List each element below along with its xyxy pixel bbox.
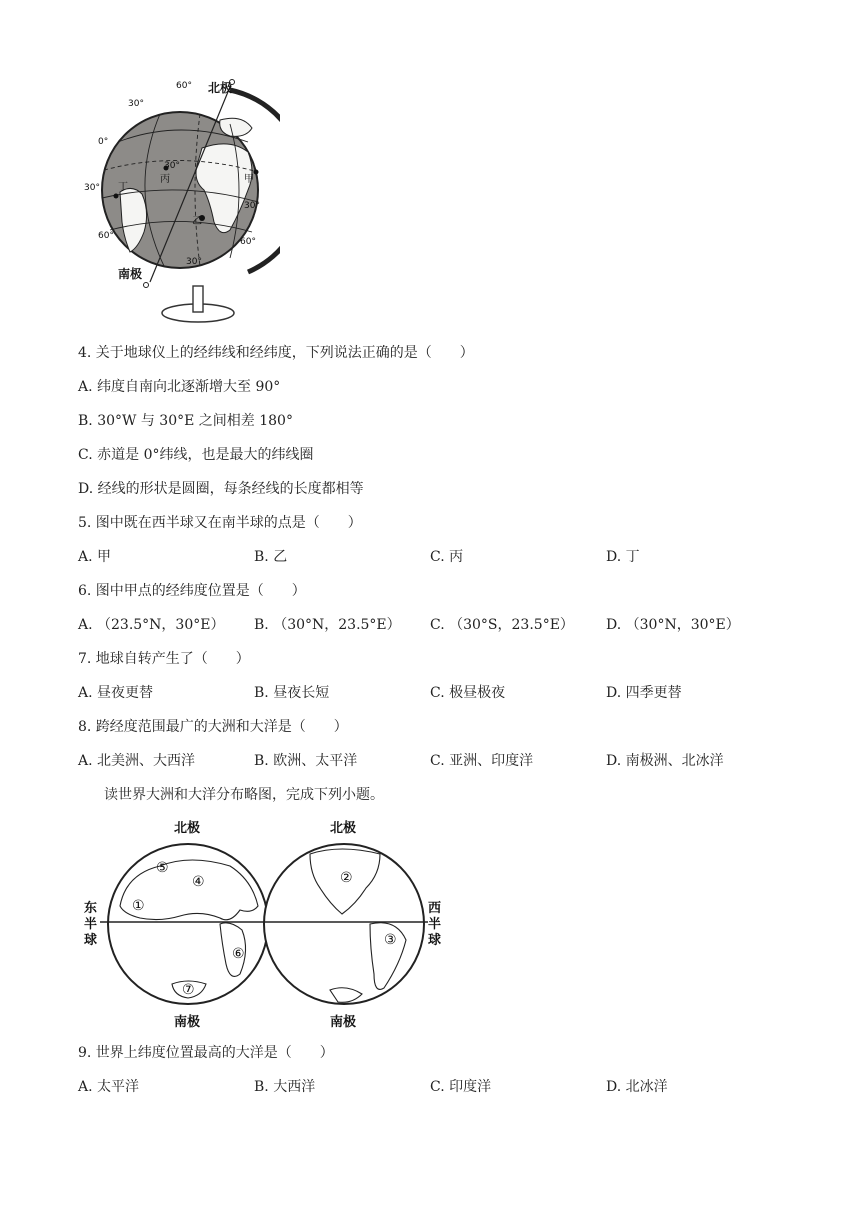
map-marker-2: ② [340,870,353,886]
east-hemisphere-label: 东 [84,901,98,916]
globe-point-jia [254,170,259,175]
question-9-stem: 9. 世界上纬度位置最高的大洋是（ ） [78,1045,334,1061]
globe-lat-label: 0° [98,137,109,147]
west-hemisphere-label: 半 [428,917,442,932]
map-marker-7: ⑦ [182,982,195,998]
question-9-option-b: B. 大西洋 [254,1079,316,1095]
question-4-option-a: A. 纬度自南向北逐渐增大至 90° [78,379,281,395]
map-marker-3: ③ [384,932,397,948]
question-8-option-d: D. 南极洲、北冰洋 [606,753,724,769]
map-marker-6: ⑥ [232,946,245,962]
east-hemisphere-label: 半 [84,917,98,932]
question-5-option-a: A. 甲 [78,549,112,565]
right-south-pole-label: 南极 [330,1015,357,1030]
question-7-stem: 7. 地球自转产生了（ ） [78,651,250,667]
map-intro-text: 读世界大洲和大洋分布略图，完成下列小题。 [104,787,384,803]
globe-south-pole-label: 南极 [118,267,143,281]
question-8-option-a: A. 北美洲、大西洋 [78,753,196,769]
globe-point-label: 丁 [118,182,128,193]
globe-figure [80,72,280,328]
globe-continent-europe [220,118,252,136]
question-6-stem: 6. 图中甲点的经纬度位置是（ ） [78,583,306,599]
question-4-stem: 4. 关于地球仪上的经纬线和经纬度，下列说法正确的是（ ） [78,345,474,361]
question-8-stem: 8. 跨经度范围最广的大洲和大洋是（ ） [78,719,348,735]
globe-right-label: 60° [240,237,256,247]
globe-point-label: 甲 [244,174,254,185]
world-hemispheres-map [80,814,450,1034]
map-marker-4: ④ [192,874,205,890]
globe-lat-label: 60° [98,231,114,241]
globe-point-ding [114,194,119,199]
map-marker-5: ⑤ [156,860,169,876]
question-7-option-b: B. 昼夜长短 [254,685,330,701]
west-hemisphere-label: 球 [428,933,442,948]
globe-meridian-label: 30° [186,257,202,267]
question-4-option-b: B. 30°W 与 30°E 之间相差 180° [78,413,293,429]
question-5-stem: 5. 图中既在西半球又在南半球的点是（ ） [78,515,362,531]
question-6-option-a: A. （23.5°N，30°E） [78,617,225,633]
globe-north-pole-label: 北极 [208,81,233,95]
question-9-option-d: D. 北冰洋 [606,1079,668,1095]
west-hemisphere-label: 西 [428,901,442,916]
question-5-option-c: C. 丙 [430,549,464,565]
left-south-pole-label: 南极 [174,1015,201,1030]
globe-point-label: 乙 [192,216,202,227]
right-hemisphere [264,844,424,1004]
globe-lat-label: 60° [176,81,192,91]
east-hemisphere-label: 球 [84,933,98,948]
question-7-option-c: C. 极昼极夜 [430,685,506,701]
question-9-option-c: C. 印度洋 [430,1079,492,1095]
globe-lat-label: 30° [84,183,100,193]
map-marker-1: ① [132,898,145,914]
question-7-option-d: D. 四季更替 [606,685,682,701]
globe-axis-bottom [144,283,149,288]
globe-meridian-label: 30° [164,161,180,171]
globe-lat-label: 30° [128,99,144,109]
right-north-pole-label: 北极 [330,821,357,836]
question-6-option-b: B. （30°N，23.5°E） [254,617,401,633]
question-6-option-c: C. （30°S，23.5°E） [430,617,574,633]
question-5-option-b: B. 乙 [254,549,288,565]
left-hemisphere [108,844,268,1004]
question-6-option-d: D. （30°N，30°E） [606,617,740,633]
left-north-pole-label: 北极 [174,821,201,836]
question-8-option-b: B. 欧洲、太平洋 [254,753,358,769]
globe-stand-stem [193,286,203,312]
question-4-option-d: D. 经线的形状是圆圈，每条经线的长度都相等 [78,481,364,497]
globe-right-label: 30° [244,201,260,211]
question-4-option-c: C. 赤道是 0°纬线，也是最大的纬线圈 [78,447,314,463]
question-7-option-a: A. 昼夜更替 [78,685,154,701]
question-8-option-c: C. 亚洲、印度洋 [430,753,534,769]
question-9-option-a: A. 太平洋 [78,1079,140,1095]
globe-point-label: 丙 [160,174,170,185]
question-5-option-d: D. 丁 [606,549,640,565]
